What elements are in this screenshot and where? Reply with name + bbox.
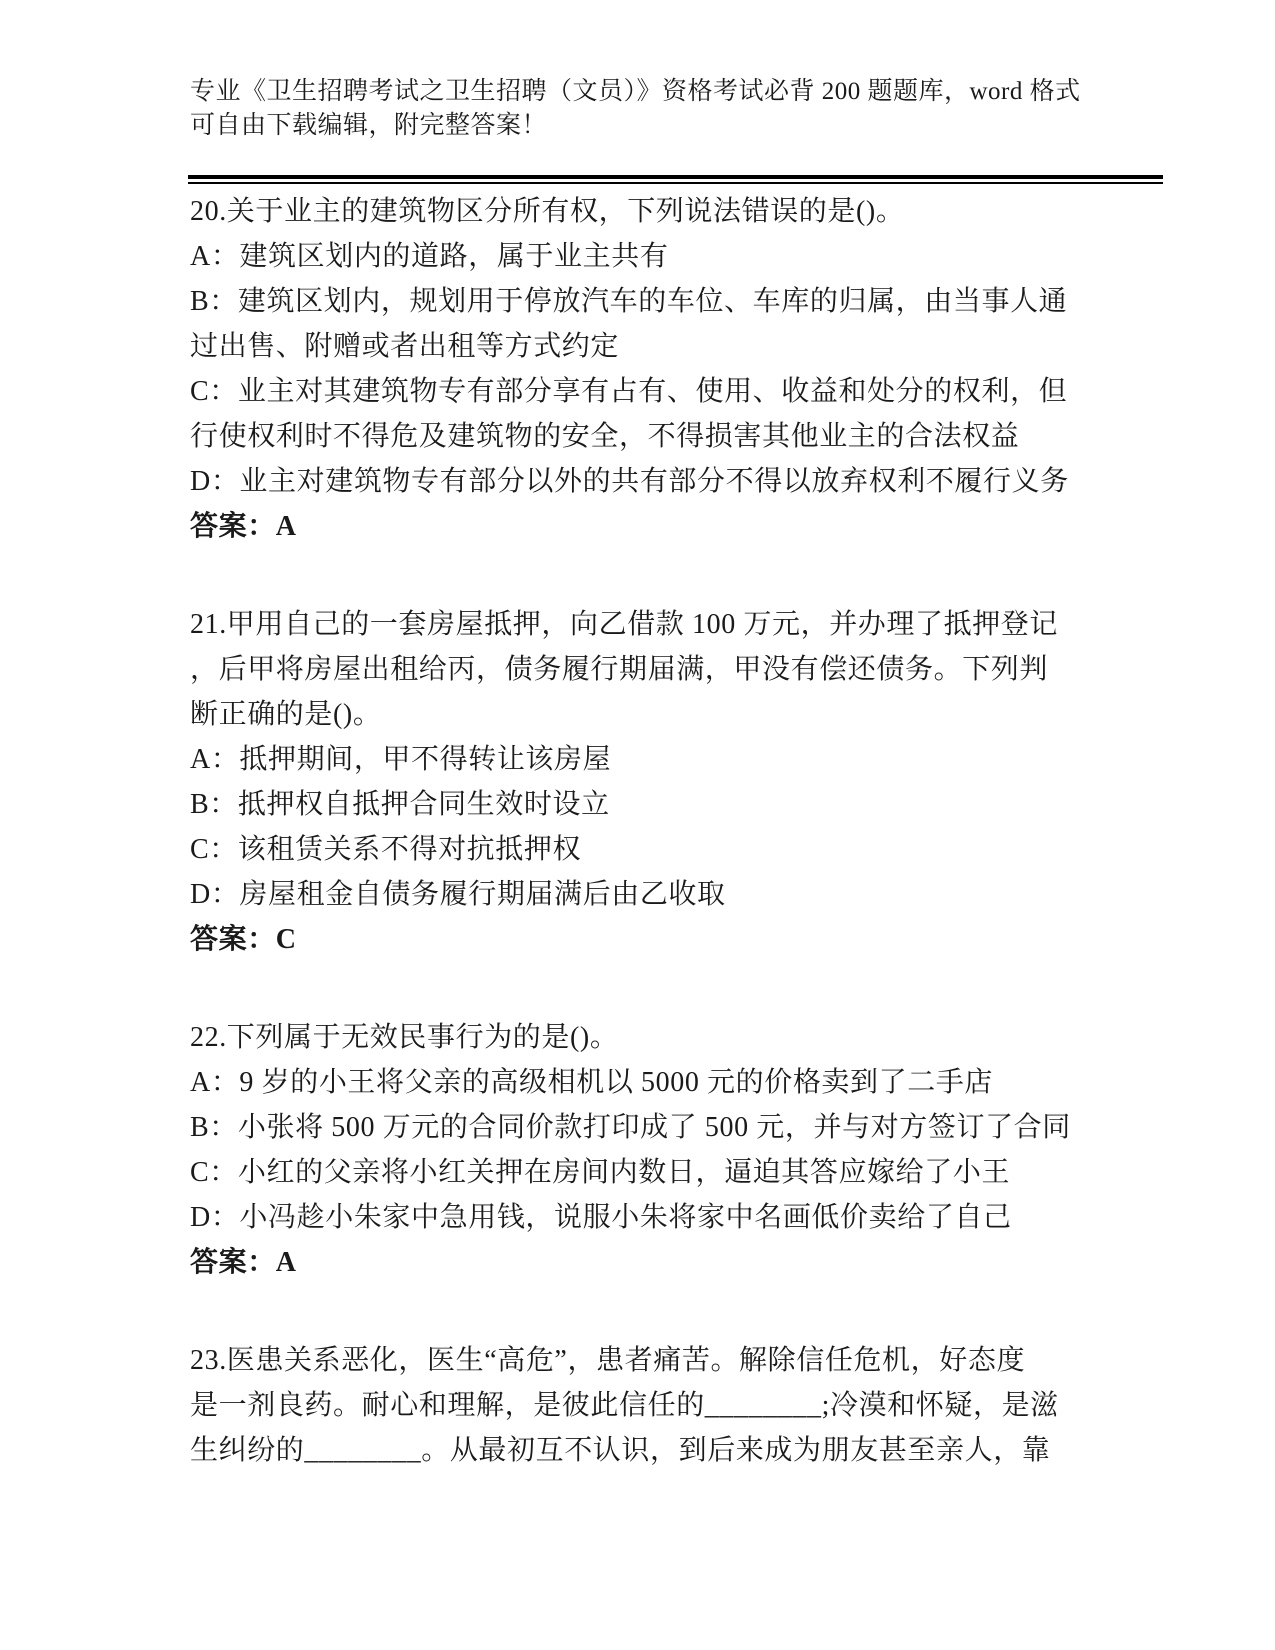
question-22-option-c: C：小红的父亲将小红关押在房间内数日，逼迫其答应嫁给了小王 [190,1157,1011,1188]
question-21-option-a: A：抵押期间，甲不得转让该房屋 [190,744,612,775]
question-21-text-cont-2: 断正确的是()。 [190,699,382,730]
question-22-option-a: A：9 岁的小王将父亲的高级相机以 5000 元的价格卖到了二手店 [190,1067,994,1098]
question-23-text: 23.医患关系恶化，医生“高危”，患者痛苦。解除信任危机，好态度 [190,1345,1026,1376]
question-20-option-c-cont: 行使权利时不得危及建筑物的安全，不得损害其他业主的合法权益 [190,421,1020,452]
question-21-option-c: C：该租赁关系不得对抗抵押权 [190,834,582,865]
question-21-answer: 答案：C [190,924,297,955]
question-22-text: 22.下列属于无效民事行为的是()。 [190,1022,619,1053]
question-20-text: 20.关于业主的建筑物区分所有权，下列说法错误的是()。 [190,196,905,227]
question-21-text: 21.甲用自己的一套房屋抵押，向乙借款 100 万元，并办理了抵押登记 [190,609,1059,640]
question-20-option-b: B：建筑区划内，规划用于停放汽车的车位、车库的归属，由当事人通 [190,286,1068,317]
page-header [190,75,1165,143]
header-line-1: 专业《卫生招聘考试之卫生招聘（文员）》资格考试必背 200 题题库，word 格式 [190,78,1081,105]
question-20-option-a: A：建筑区划内的道路，属于业主共有 [190,241,669,272]
question-21-option-b: B：抵押权自抵押合同生效时设立 [190,789,610,820]
question-21-option-d: D：房屋租金自债务履行期届满后由乙收取 [190,879,726,910]
document-body [190,189,1082,1526]
question-20-option-b-cont: 过出售、附赠或者出租等方式约定 [190,331,620,362]
question-23 [190,1338,1082,1473]
question-20 [190,189,1082,549]
header-divider [188,175,1163,184]
question-22 [190,1015,1082,1285]
question-22-option-b: B：小张将 500 万元的合同价款打印成了 500 元，并与对方签订了合同 [190,1112,1071,1143]
header-line-2: 可自由下载编辑，附完整答案！ [190,112,548,139]
question-20-option-c: C：业主对其建筑物专有部分享有占有、使用、收益和处分的权利，但 [190,376,1068,407]
question-20-answer: 答案：A [190,511,297,542]
question-22-option-d: D：小冯趁小朱家中急用钱，说服小朱将家中名画低价卖给了自己 [190,1202,1012,1233]
question-21-text-cont-1: ，后甲将房屋出租给丙，债务履行期届满，甲没有偿还债务。下列判 [190,654,1049,685]
question-22-answer: 答案：A [190,1247,297,1278]
question-23-text-cont-1: 是一剂良药。耐心和理解，是彼此信任的________;冷漠和怀疑，是滋 [190,1390,1059,1421]
question-21 [190,602,1082,962]
question-20-option-d: D：业主对建筑物专有部分以外的共有部分不得以放弃权利不履行义务 [190,466,1069,497]
question-23-text-cont-2: 生纠纷的________。从最初互不认识，到后来成为朋友甚至亲人，靠 [190,1435,1051,1466]
